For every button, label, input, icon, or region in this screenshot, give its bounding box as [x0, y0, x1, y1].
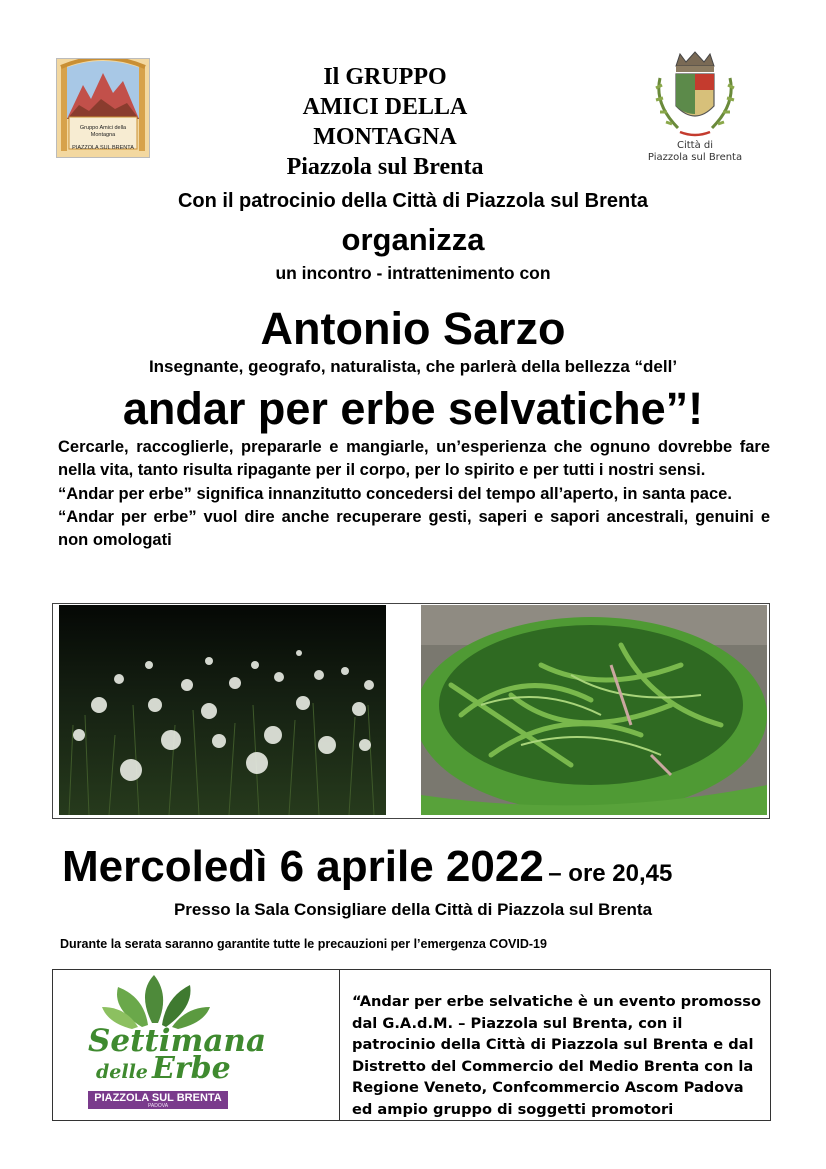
group-title-line2: AMICI DELLA MONTAGNA	[302, 94, 468, 150]
event-description	[58, 436, 770, 552]
city-logo	[646, 48, 744, 168]
speaker-name: Antonio Sarzo	[260, 303, 566, 354]
logo-word-settimana: Settimana	[88, 1023, 267, 1059]
event-date: Mercoledì 6 aprile 2022	[62, 842, 544, 891]
meeting-line: un incontro - intrattenimento con	[275, 263, 551, 283]
dandelion-greens-bowl-photo	[421, 605, 767, 815]
organizes-label: organizza	[341, 222, 485, 257]
logo-word-erbe: Erbe	[152, 1051, 231, 1086]
mountain-group-logo	[56, 58, 150, 158]
group-title-line3: Piazzola sul Brenta	[286, 154, 484, 180]
city-coat-of-arms-icon	[646, 48, 744, 140]
event-location: Presso la Sala Consigliare della Città di Piazzola sul Brenta	[173, 900, 653, 919]
group-title	[230, 62, 540, 182]
promo-text: “Andar per erbe selvatiche è un evento promosso dal G.A.d.M. – Piazzola sul Brenta, con il patrocinio della Città di Piazzola sul Brenta e dal Distretto del Commercio del Medio Brenta con la Regione Veneto, Confcommercio Ascom Padova ed ampio gruppo di soggetti promotori	[352, 993, 761, 1118]
logo-word-delle: delle	[96, 1061, 148, 1083]
event-time: – ore 20,45	[548, 860, 673, 887]
group-title-line1: Il GRUPPO	[323, 64, 447, 90]
event-headline: andar per erbe selvatiche”!	[122, 383, 704, 434]
patronage-line: Con il patrocinio della Città di Piazzola sul Brenta	[177, 190, 649, 212]
logo-sub: PADOVA	[147, 1103, 169, 1109]
description-paragraph-1: Cercarle, raccoglierle, prepararle e mangiarle, un’esperienza che ognuno dovrebbe fare nella vita, tanto risulta ripagante per il corpo, per lo spirito e per tutti i nostri sensi.	[58, 438, 770, 480]
description-paragraph-3: “Andar per erbe” vuol dire anche recuperare gesti, saperi e sapori ancestrali, genuini e non omologati	[58, 507, 770, 550]
city-logo-caption: Città di Piazzola sul Brenta	[647, 140, 743, 163]
dandelion-field-photo	[59, 605, 386, 815]
left-logo-caption: Gruppo Amici della Montagna PIAZZOLA SUL BRENTA	[72, 125, 134, 151]
event-date-line	[62, 842, 782, 892]
speaker-description: Insegnante, geografo, naturalista, che parlerà della bellezza “dell’	[148, 357, 678, 376]
covid-notice: Durante la serata saranno garantite tutte le precauzioni per l’emergenza COVID-19	[60, 937, 547, 951]
settimana-erbe-logo	[82, 973, 267, 1115]
description-paragraph-2: “Andar per erbe” significa innanzitutto concedersi del tempo all’aperto, in santa pace.	[58, 484, 732, 503]
logo-banner: PIAZZOLA SUL BRENTA	[94, 1092, 222, 1104]
promo-box-divider	[339, 969, 340, 1121]
